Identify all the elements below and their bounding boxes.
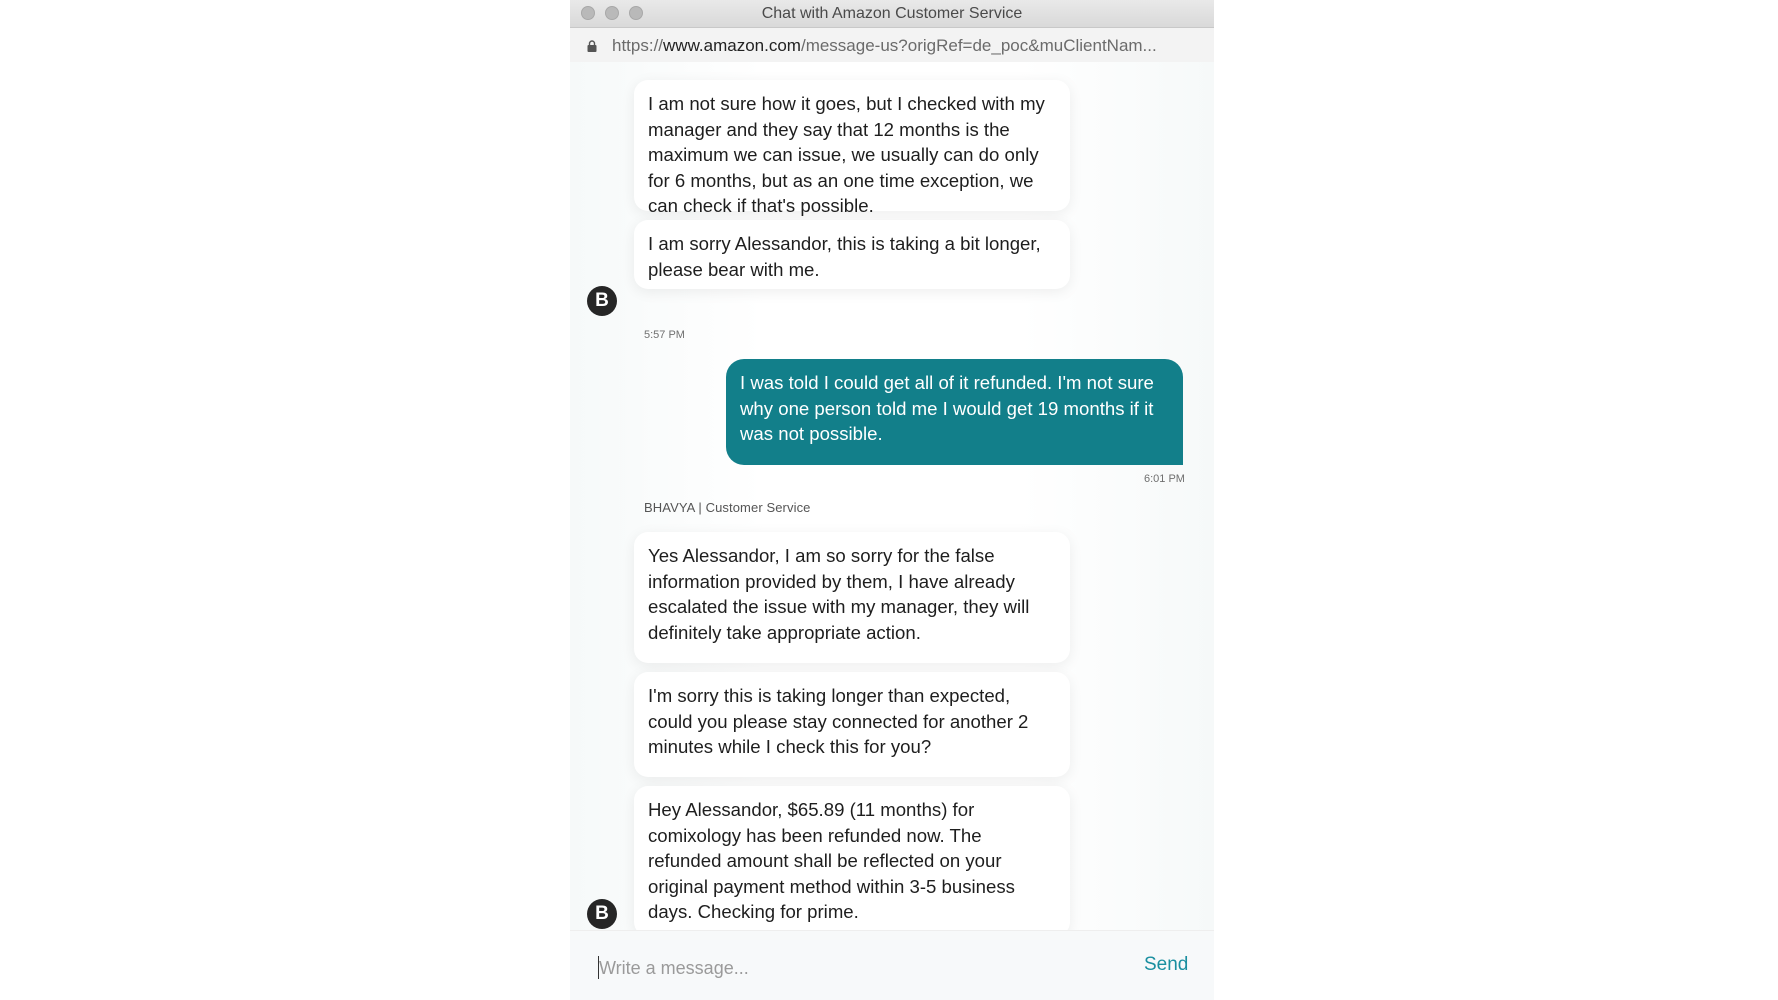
message-timestamp: 6:01 PM	[1144, 473, 1185, 485]
url-path: /message-us?origRef=de_poc&muClientNam...	[800, 36, 1157, 55]
message-composer	[570, 930, 1214, 1000]
title-bar	[570, 0, 1214, 28]
agent-name-label: BHAVYA | Customer Service	[644, 500, 811, 515]
url-text[interactable]	[612, 36, 1157, 56]
message-timestamp: 5:57 PM	[644, 329, 685, 341]
message-list[interactable]	[570, 62, 1214, 930]
message-input[interactable]	[597, 953, 1031, 983]
agent-message: I am sorry Alessandor, this is taking a bit longer, please bear with me.	[634, 220, 1070, 289]
agent-message: I'm sorry this is taking longer than expected, could you please stay connected for another 2 minutes while I check this for you?	[634, 672, 1070, 777]
agent-message: I am not sure how it goes, but I checked with my manager and they say that 12 months is the maximum we can issue, we usually can do only for 6 months, but as an one time exception, we can check if that's possible.	[634, 80, 1070, 211]
agent-message: Yes Alessandor, I am so sorry for the false information provided by them, I have already escalated the issue with my manager, they will definitely take appropriate action.	[634, 532, 1070, 663]
agent-message: Hey Alessandor, $65.89 (11 months) for comixology has been refunded now. The refunded amount shall be reflected on your original payment method within 3-5 business days. Checking for prime.	[634, 786, 1070, 936]
chat-window	[570, 0, 1214, 1000]
agent-avatar: B	[587, 899, 617, 929]
text-caret	[598, 956, 599, 979]
agent-avatar: B	[587, 286, 617, 316]
url-host: www.amazon.com	[663, 36, 801, 55]
window-title: Chat with Amazon Customer Service	[761, 5, 1023, 22]
url-scheme: https://	[612, 36, 664, 55]
send-button[interactable]: Send	[1144, 954, 1189, 975]
address-bar[interactable]	[570, 28, 1214, 63]
user-message: I was told I could get all of it refunded. I'm not sure why one person told me I would get 19 months if it was not possible.	[726, 359, 1183, 465]
lock-icon	[587, 40, 597, 52]
